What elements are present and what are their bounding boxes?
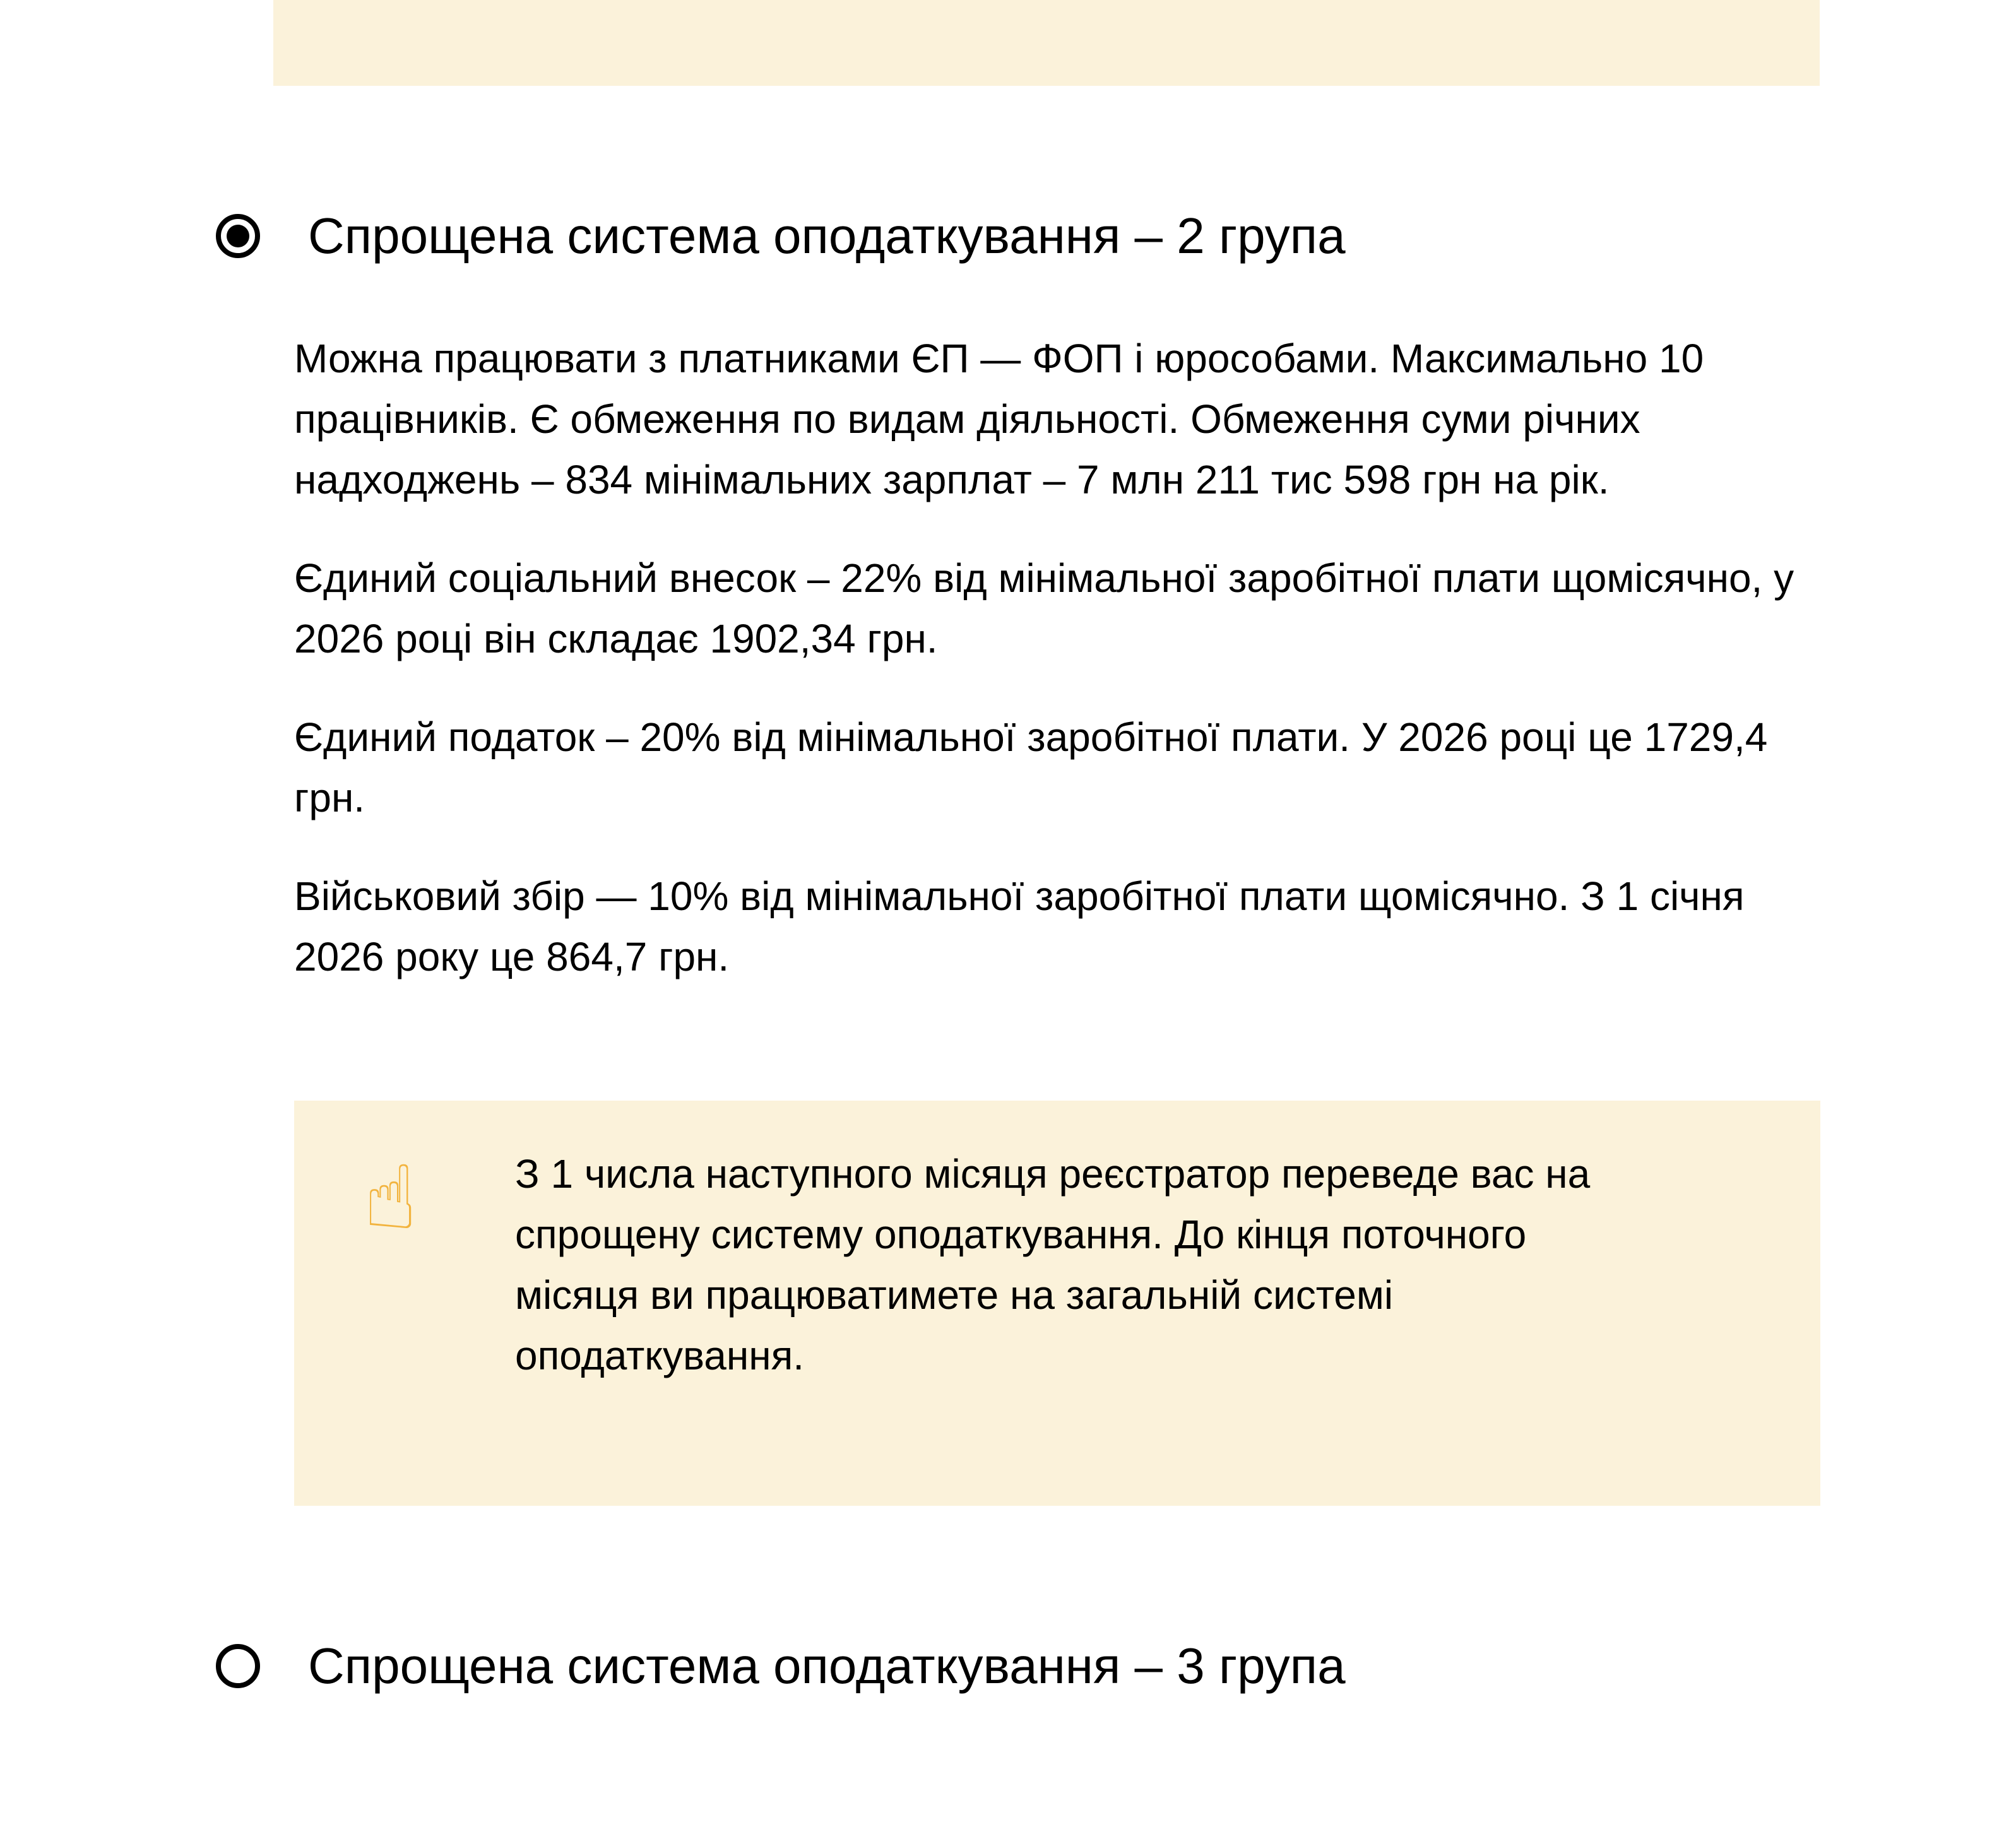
details-paragraph-limits: Можна працювати з платниками ЄП — ФОП і юрособами. Максимально 10 працівників. Є обмеження по видам діяльності. Обмеження суми річних надходжень – 834 мінімальних зарплат – 7 млн 211 тис 598 грн на рік. (294, 336, 1704, 502)
info-note (294, 1101, 1820, 1506)
radio-selected-icon[interactable] (216, 214, 260, 258)
previous-info-panel (273, 0, 1820, 86)
details-paragraph-military-levy: Військовий збір — 10% від мінімальної заробітної плати щомісячно. З 1 січня 2026 року це 864,7 грн. (294, 873, 1745, 979)
option-group-2[interactable] (216, 208, 1346, 264)
pointing-up-hand-icon: ☝ (364, 1148, 418, 1247)
option-group-3-label: Спрощена система оподаткування – 3 група (308, 1638, 1346, 1694)
option-group-2-label: Спрощена система оподаткування – 2 група (308, 208, 1346, 264)
details-paragraph-single-tax: Єдиний податок – 20% від мінімальної заробітної плати. У 2026 році це 1729,4 грн. (294, 714, 1768, 820)
radio-unselected-icon[interactable] (216, 1644, 260, 1688)
details-paragraph-esv: Єдиний соціальний внесок – 22% від мінімальної заробітної плати щомісячно, у 2026 році він складає 1902,34 грн. (294, 555, 1794, 661)
info-note-text: З 1 числа наступного місяця реєстратор переведе вас на спрощену систему оподаткування. До кінця поточного місяця ви працюватимете на загальній системі оподаткування. (515, 1151, 1591, 1378)
option-group-3[interactable] (216, 1638, 1346, 1694)
option-group-2-details (294, 328, 1822, 987)
